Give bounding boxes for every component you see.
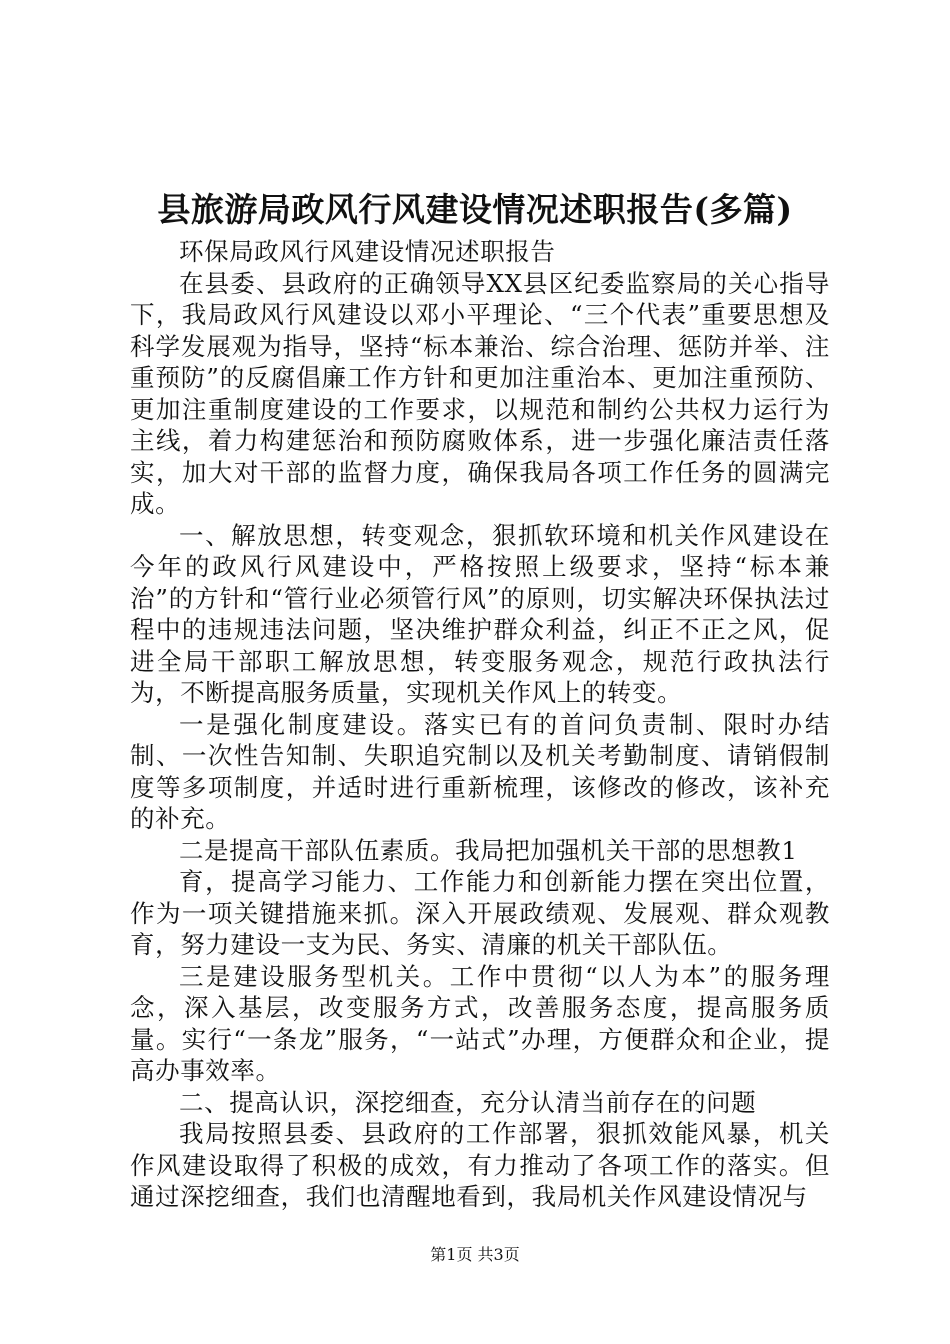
paragraph-item-3: 三是建设服务型机关。工作中贯彻“以人为本”的服务理念，深入基层，改变服务方式，改善服务态度，提高服务质量。实行“一条龙”服务，“一站式”办理，方便群众和企业，提高办事效率。: [130, 961, 830, 1085]
paragraph-section-1: 一、解放思想，转变观念，狠抓软环境和机关作风建设在今年的政风行风建设中，严格按照上级要求，坚持“标本兼治”的方针和“管行业必须管行风”的原则，切实解决环保执法过程中的违规违法问题，坚决维护群众利益，纠正不正之风，促进全局干部职工解放思想，转变服务观念，规范行政执法行为，不断提高服务质量，实现机关作风上的转变。: [130, 520, 830, 707]
paragraph-item-2-continued: 育，提高学习能力、工作能力和创新能力摆在突出位置，作为一项关键措施来抓。深入开展政绩观、发展观、群众观教育，努力建设一支为民、务实、清廉的机关干部队伍。: [130, 867, 830, 959]
paragraph-intro: 在县委、县政府的正确领导XX县区纪委监察局的关心指导下，我局政风行风建设以邓小平理论、“三个代表”重要思想及科学发展观为指导，坚持“标本兼治、综合治理、惩防并举、注重预防”的反腐倡廉工作方针和更加注重治本、更加注重预防、更加注重制度建设的工作要求，以规范和制约公共权力运行为主线，着力构建惩治和预防腐败体系，进一步强化廉洁责任落实，加大对干部的监督力度，确保我局各项工作任务的圆满完成。: [130, 268, 830, 518]
paragraph-section-2: 二、提高认识，深挖细查，充分认清当前存在的问题: [179, 1087, 757, 1117]
paragraph-subtitle: 环保局政风行风建设情况述职报告: [179, 237, 556, 266]
paragraph-item-2: 二是提高干部队伍素质。我局把加强机关干部的思想教1: [179, 835, 798, 865]
document-title: 县旅游局政风行风建设情况述职报告(多篇): [157, 190, 793, 229]
paragraph-section-2-body: 我局按照县委、县政府的工作部署，狠抓效能风暴，机关作风建设取得了积极的成效，有力推动了各项工作的落实。但通过深挖细查，我们也清醒地看到，我局机关作风建设情况与: [130, 1119, 830, 1211]
page-number: 第1页 共3页: [430, 1245, 520, 1264]
document-body: [130, 236, 830, 1213]
paragraph-item-1: 一是强化制度建设。落实已有的首问负责制、限时办结制、一次性告知制、失职追究制以及机关考勤制度、请销假制度等多项制度，并适时进行重新梳理，该修改的修改，该补充的补充。: [130, 709, 830, 833]
